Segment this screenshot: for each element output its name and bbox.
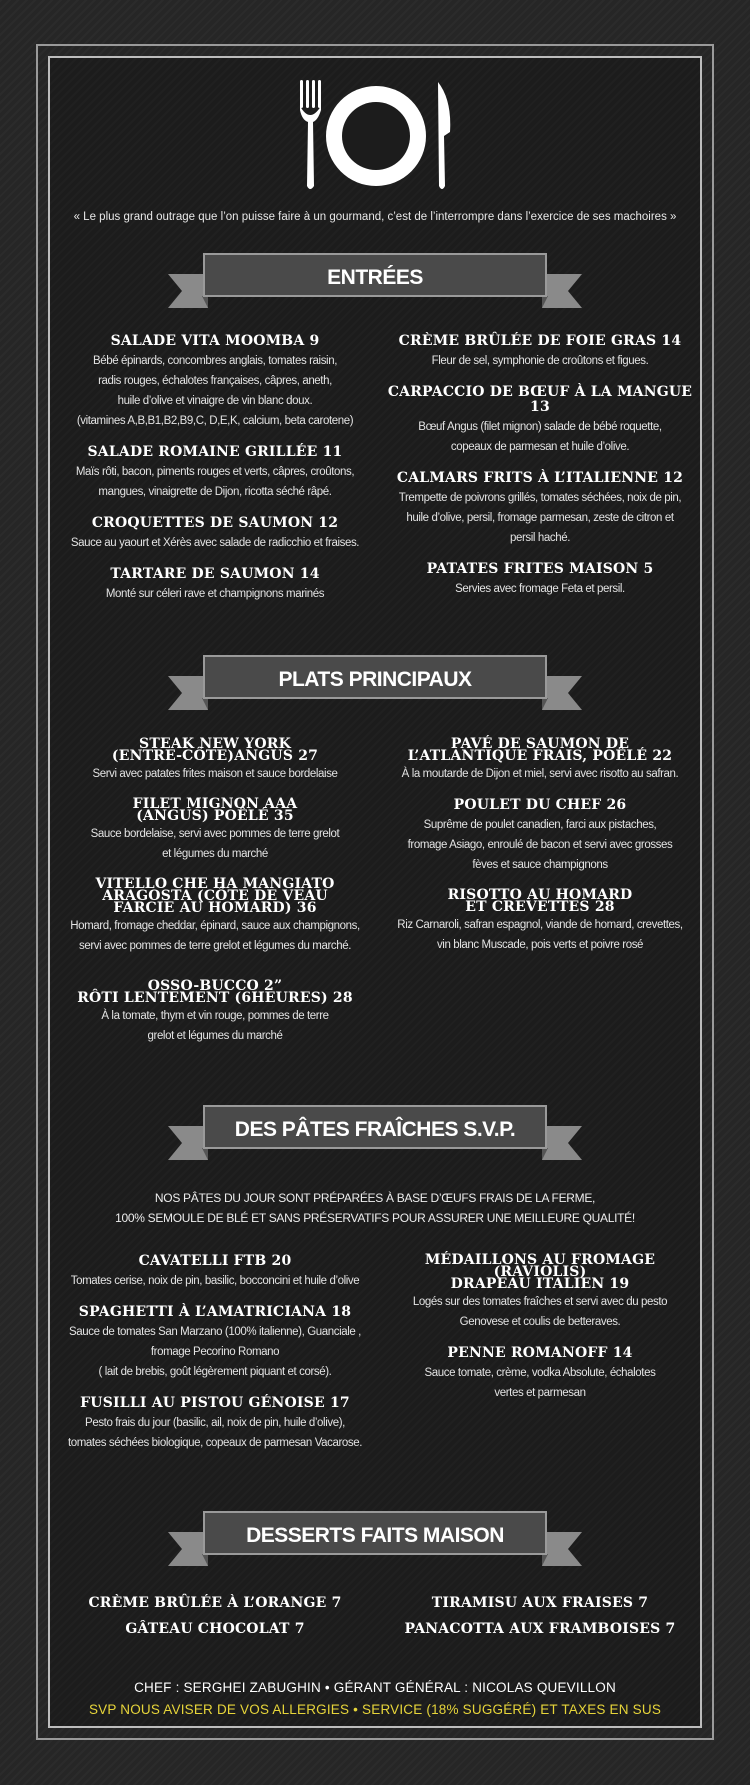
item-description: Sauce bordelaise, servi avec pommes de terre grelot et légumes du marché xyxy=(90,828,340,860)
dessert-item: CRÈME BRÛLÉE À L’ORANGE 7 xyxy=(88,1595,342,1611)
menu-item xyxy=(60,738,370,784)
section-title: DESSERTS FAITS MAISON xyxy=(246,1524,504,1547)
desserts-left-column xyxy=(60,1590,370,1642)
section-banner-desserts xyxy=(160,1508,590,1568)
item-title: OSSO-BUCCO 2” RÔTI LENTEMENT (6HEURES) 28 xyxy=(77,978,353,1006)
plats-left-column xyxy=(60,738,370,1060)
section-banner-entrees xyxy=(160,250,590,310)
section-title: ENTRÉES xyxy=(327,266,423,289)
menu-item xyxy=(380,1254,700,1332)
item-description: À la tomate, thym et vin rouge, pommes de terre grelot et légumes du marché xyxy=(101,1010,329,1042)
entrees-left-column xyxy=(60,334,370,618)
item-description: Fleur de sel, symphonie de croûtons et figues. xyxy=(431,355,649,367)
entrees-right-column xyxy=(380,334,700,613)
section-title: PLATS PRINCIPAUX xyxy=(278,668,472,691)
section-title: DES PÂTES FRAÎCHES S.V.P. xyxy=(234,1118,516,1141)
item-title: SALADE ROMAINE GRILLÉE 11 xyxy=(87,444,343,460)
item-description: Trempette de poivrons grillés, tomates séchées, noix de pin, huile d’olive, persil, fromage parmesan, zeste de citron et persil haché. xyxy=(398,492,682,544)
item-description: Logés sur des tomates fraîches et servi avec du pesto Genovese et coulis de betteraves. xyxy=(412,1296,668,1328)
plate-icon xyxy=(326,86,426,186)
item-title: STEAK NEW YORK (ENTRE-CÔTE)ANGUS 27 xyxy=(111,736,319,764)
item-title: CAVATELLI FTB 20 xyxy=(138,1253,292,1269)
menu-item xyxy=(60,1305,370,1382)
item-description: Homard, fromage cheddar, épinard, sauce aux champignons, servi avec pommes de terre grelot et légumes du marché. xyxy=(70,920,360,952)
item-description: Pesto frais du jour (basilic, ail, noix de pin, huile d’olive), tomates séchées biologique, copeaux de parmesan Vacarose. xyxy=(67,1417,363,1449)
menu-item xyxy=(380,798,700,875)
menu-item xyxy=(60,798,370,864)
dessert-item: GÂTEAU CHOCOLAT 7 xyxy=(125,1621,305,1637)
item-description: À la moutarde de Dijon et miel, servi avec risotto au safran. xyxy=(401,768,679,780)
item-title: SALADE VITA MOOMBA 9 xyxy=(110,333,320,349)
item-title: CARPACCIO DE BŒUF À LA MANGUE 13 xyxy=(387,384,693,415)
pates-intro: NOS PÂTES DU JOUR SONT PRÉPARÉES À BASE D’ŒUFS FRAIS DE LA FERME, 100% SEMOULE DE BLÉ ET SANS PRÉSERVATIFS POUR ASSURER UNE MEILLEURE QUALITÉ! xyxy=(115,1191,635,1225)
menu-item xyxy=(380,738,700,784)
item-description: Suprême de poulet canadien, farci aux pistaches, fromage Asiago, enroulé de bacon et servi avec grosses fèves et sauce champignons xyxy=(407,819,673,871)
item-description: Sauce au yaourt et Xérès avec salade de radicchio et fraises. xyxy=(70,537,360,549)
item-description: Sauce de tomates San Marzano (100% italienne), Guanciale , fromage Pecorino Romano ( lait de brebis, goût légèrement piquant et corsé). xyxy=(69,1326,361,1378)
item-title: VITELLO CHE HA MANGIATO ARAGOSTA (CÔTE DE VEAU FARCIE AU HOMARD) 36 xyxy=(95,876,335,916)
dessert-item: TIRAMISU AUX FRAISES 7 xyxy=(431,1595,649,1611)
menu-item xyxy=(60,567,370,604)
menu-item xyxy=(380,889,700,955)
item-description: Bœuf Angus (filet mignon) salade de bébé roquette, copeaux de parmesan et huile d’olive. xyxy=(418,421,662,453)
item-title: FILET MIGNON AAA (ANGUS) POÊLÉ 35 xyxy=(132,796,298,824)
pates-left-column xyxy=(60,1254,370,1467)
menu-item xyxy=(60,334,370,431)
item-description: Riz Carnaroli, safran espagnol, viande de homard, crevettes, vin blanc Muscade, pois verts et poivre rosé xyxy=(397,919,683,951)
item-title: PAVÉ DE SAUMON DE L’ATLANTIQUE FRAIS, POÊLÉ 22 xyxy=(407,736,673,764)
menu-item xyxy=(380,471,700,548)
item-title: PATATES FRITES MAISON 5 xyxy=(426,561,654,577)
menu-item xyxy=(60,980,370,1046)
item-title: PENNE ROMANOFF 14 xyxy=(447,1345,633,1361)
section-banner-pates xyxy=(160,1102,590,1162)
section-banner-plats xyxy=(160,652,590,712)
item-description: Bébé épinards, concombres anglais, tomates raisin, radis rouges, échalotes françaises, câpres, aneth, huile d’olive et vinaigre de vin blanc doux. (vitamines A,B,B1,B2,B9,C, D,E,K, calcium, beta carotene) xyxy=(76,355,354,427)
menu-quote: « Le plus grand outrage que l’on puisse faire à un gourmand, c’est de l’interrompre dans l’exercice de ses machoires » xyxy=(73,211,677,223)
menu-item xyxy=(60,445,370,502)
item-description: Servies avec fromage Feta et persil. xyxy=(455,583,625,595)
pates-right-column xyxy=(380,1254,700,1417)
menu-item xyxy=(380,562,700,599)
dessert-item: PANACOTTA AUX FRAMBOISES 7 xyxy=(404,1621,676,1637)
item-description: Tomates cerise, noix de pin, basilic, bocconcini et huile d’olive xyxy=(70,1275,360,1287)
item-description: Sauce tomate, crème, vodka Absolute, échalotes vertes et parmesan xyxy=(424,1367,656,1399)
menu-item xyxy=(60,878,370,956)
menu-item xyxy=(380,385,700,457)
item-title: CROQUETTES DE SAUMON 12 xyxy=(91,515,339,531)
desserts-right-column xyxy=(380,1590,700,1642)
item-description: Servi avec patates frites maison et sauce bordelaise xyxy=(92,768,338,780)
menu-item xyxy=(60,1254,370,1291)
menu-item xyxy=(380,1346,700,1403)
allergy-notice: SVP NOUS AVISER DE VOS ALLERGIES • SERVICE (18% SUGGÉRÉ) ET TAXES EN SUS xyxy=(88,1702,662,1717)
menu-item xyxy=(60,516,370,553)
menu-item xyxy=(380,334,700,371)
menu-item xyxy=(60,1396,370,1453)
staff-credits: CHEF : SERGHEI ZABUGHIN • GÉRANT GÉNÉRAL : NICOLAS QUEVILLON xyxy=(134,1680,616,1695)
item-description: Maïs rôti, bacon, piments rouges et verts, câpres, croûtons, mangues, vinaigrette de Dijon, ricotta séché râpé. xyxy=(75,466,355,498)
item-title: RISOTTO AU HOMARD ET CREVETTES 28 xyxy=(447,887,633,915)
fork-plate-knife-icon xyxy=(298,80,454,192)
item-title: FUSILLI AU PISTOU GÉNOISE 17 xyxy=(80,1395,350,1411)
item-description: Monté sur céleri rave et champignons marinés xyxy=(105,588,325,600)
item-title: TARTARE DE SAUMON 14 xyxy=(110,566,320,582)
knife-icon xyxy=(438,82,450,189)
item-title: POULET DU CHEF 26 xyxy=(453,797,627,813)
item-title: MÉDAILLONS AU FROMAGE (RAVIOLIS) DRAPEAU ITALIEN 19 xyxy=(424,1252,656,1292)
item-title: CALMARS FRITS À L’ITALIENNE 12 xyxy=(396,470,684,486)
fork-icon xyxy=(300,80,321,189)
plats-right-column xyxy=(380,738,700,969)
item-title: SPAGHETTI À L’AMATRICIANA 18 xyxy=(78,1304,352,1320)
item-title: CRÈME BRÛLÉE DE FOIE GRAS 14 xyxy=(398,333,682,349)
